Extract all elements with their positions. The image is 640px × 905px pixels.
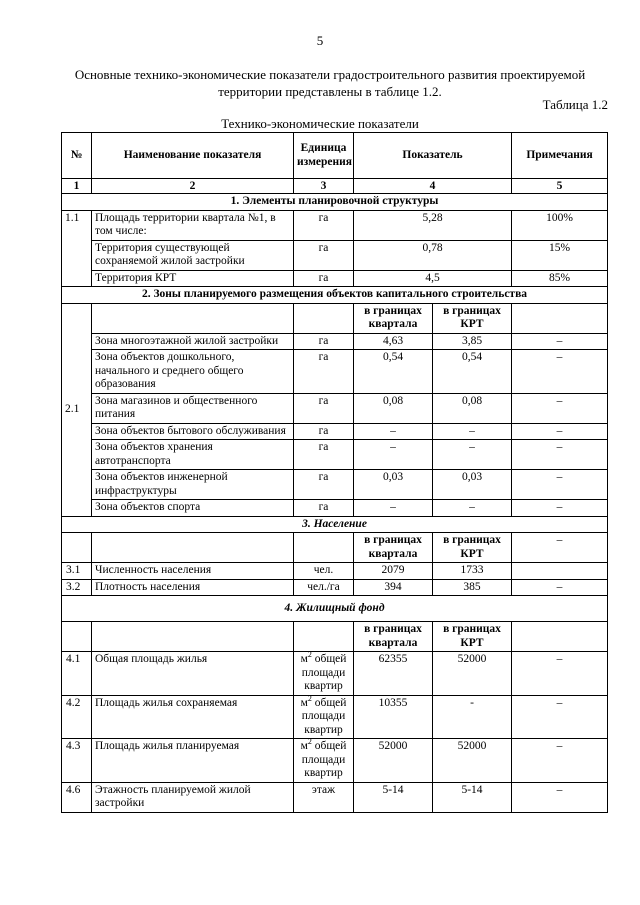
row-unit: га	[294, 440, 354, 470]
row-value-krt: –	[433, 423, 512, 440]
header-notes: Примечания	[512, 133, 608, 179]
row-unit: га	[294, 333, 354, 350]
section-2-title: 2. Зоны планируемого размещения объектов капитального строительства	[62, 287, 608, 304]
table-row	[62, 270, 608, 287]
table-label: Таблица 1.2	[542, 97, 608, 112]
row-value-kvartal: –	[354, 500, 433, 517]
unit-m: м	[300, 740, 308, 752]
header-name: Наименование показателя	[92, 133, 294, 179]
empty-cell	[294, 622, 354, 652]
table-row	[62, 350, 608, 394]
row-value-kvartal: 4,63	[354, 333, 433, 350]
empty-cell	[92, 303, 294, 333]
section-heading	[62, 516, 608, 533]
row-unit: чел./га	[294, 579, 354, 596]
empty-cell	[512, 622, 608, 652]
indicators-table	[61, 132, 608, 813]
row-value-kvartal: 62355	[354, 652, 433, 696]
row-note: –	[512, 423, 608, 440]
row-name: Зона многоэтажной жилой застройки	[92, 333, 294, 350]
row-note: –	[512, 579, 608, 596]
sub-header-row	[62, 622, 608, 652]
intro-paragraph: Основные технико-экономические показатели градостроительного развития проектируемой территории представлены в таблице 1.2.	[74, 67, 586, 99]
table-row	[62, 500, 608, 517]
empty-cell	[512, 303, 608, 333]
row-num: 2.1	[62, 303, 92, 516]
header-value: Показатель	[354, 133, 512, 179]
row-value-krt: 385	[433, 579, 512, 596]
header-num: №	[62, 133, 92, 179]
col-number: 3	[294, 179, 354, 194]
row-unit	[294, 739, 354, 783]
row-name: Зона объектов спорта	[92, 500, 294, 517]
row-name: Территория существующей сохраняемой жилой застройки	[92, 240, 294, 270]
row-num: 1.1	[62, 210, 92, 287]
table-row	[62, 333, 608, 350]
section-1-title: 1. Элементы планировочной структуры	[62, 194, 608, 211]
row-name: Площадь жилья сохраняемая	[92, 695, 294, 739]
row-value-kvartal: 10355	[354, 695, 433, 739]
row-name: Зона магазинов и общественного питания	[92, 393, 294, 423]
row-name: Зона объектов инженерной инфраструктуры	[92, 470, 294, 500]
row-note: –	[512, 470, 608, 500]
row-value: 0,78	[354, 240, 512, 270]
row-value-krt: 3,85	[433, 333, 512, 350]
row-value-kvartal: –	[354, 440, 433, 470]
row-value-krt: 1733	[433, 563, 512, 580]
row-note: 85%	[512, 270, 608, 287]
sub-header-row	[62, 303, 608, 333]
row-name: Плотность населения	[92, 579, 294, 596]
row-value-kvartal: –	[354, 423, 433, 440]
row-unit: этаж	[294, 782, 354, 812]
unit-sup: 2	[307, 650, 312, 660]
row-unit	[294, 652, 354, 696]
row-name: Территория КРТ	[92, 270, 294, 287]
row-unit: га	[294, 210, 354, 240]
row-value-kvartal: 0,54	[354, 350, 433, 394]
row-value-krt: 0,03	[433, 470, 512, 500]
empty-cell	[62, 622, 92, 652]
unit-rest: общей площади квартир	[301, 653, 347, 692]
unit-rest: общей площади квартир	[301, 696, 347, 736]
section-heading	[62, 287, 608, 304]
row-note: –	[512, 393, 608, 423]
row-note: 15%	[512, 240, 608, 270]
col-number: 4	[354, 179, 512, 194]
row-unit: га	[294, 500, 354, 517]
table-header-row	[62, 133, 608, 179]
row-value-krt: –	[433, 440, 512, 470]
sub-header-krt: в границах КРТ	[433, 533, 512, 563]
row-value-krt: -	[433, 695, 512, 739]
table-row	[62, 210, 608, 240]
row-unit	[294, 695, 354, 739]
row-num: 4.1	[62, 652, 92, 696]
row-num: 4.2	[62, 695, 92, 739]
row-value-krt: 0,54	[433, 350, 512, 394]
sub-header-krt: в границах КРТ	[433, 303, 512, 333]
row-value-krt: –	[433, 500, 512, 517]
row-unit: га	[294, 240, 354, 270]
row-num: 4.3	[62, 739, 92, 783]
row-note	[512, 563, 608, 580]
row-note: –	[512, 500, 608, 517]
table-title: Технико-экономические показатели	[221, 116, 419, 131]
table-row	[62, 563, 608, 580]
table-row	[62, 240, 608, 270]
row-note: –	[512, 695, 608, 739]
row-note: –	[512, 782, 608, 812]
row-note: –	[512, 533, 608, 563]
empty-cell	[92, 622, 294, 652]
col-number: 1	[62, 179, 92, 194]
table-row	[62, 393, 608, 423]
row-note: –	[512, 333, 608, 350]
row-value-krt: 0,08	[433, 393, 512, 423]
table-row	[62, 652, 608, 696]
row-value: 4,5	[354, 270, 512, 287]
unit-sup: 2	[307, 737, 312, 747]
row-unit: га	[294, 423, 354, 440]
row-value-kvartal: 394	[354, 579, 433, 596]
row-note: –	[512, 440, 608, 470]
empty-cell	[62, 533, 92, 563]
row-name: Общая площадь жилья	[92, 652, 294, 696]
row-num: 4.6	[62, 782, 92, 812]
table-row	[62, 440, 608, 470]
table-row	[62, 579, 608, 596]
page-number: 5	[316, 33, 324, 48]
row-value-kvartal: 52000	[354, 739, 433, 783]
row-value-kvartal: 5-14	[354, 782, 433, 812]
row-value-krt: 52000	[433, 739, 512, 783]
row-note: –	[512, 350, 608, 394]
row-value-krt: 5-14	[433, 782, 512, 812]
col-number: 5	[512, 179, 608, 194]
table-row	[62, 782, 608, 812]
row-value-krt: 52000	[433, 652, 512, 696]
row-name: Зона объектов хранения автотранспорта	[92, 440, 294, 470]
sub-header-krt: в границах КРТ	[433, 622, 512, 652]
unit-sup: 2	[307, 693, 312, 703]
row-unit: га	[294, 350, 354, 394]
col-number: 2	[92, 179, 294, 194]
row-value-kvartal: 0,08	[354, 393, 433, 423]
table-row	[62, 739, 608, 783]
row-note: –	[512, 739, 608, 783]
empty-cell	[294, 533, 354, 563]
unit-rest: общей площади квартир	[301, 740, 347, 779]
row-unit: га	[294, 470, 354, 500]
sub-header-kvartal: в границах квартала	[354, 622, 433, 652]
row-unit: чел.	[294, 563, 354, 580]
sub-header-kvartal: в границах квартала	[354, 533, 433, 563]
section-3-title: 3. Население	[62, 516, 608, 533]
unit-m: м	[300, 653, 308, 665]
empty-cell	[92, 533, 294, 563]
section-4-title: 4. Жилищный фонд	[62, 596, 608, 622]
row-unit: га	[294, 270, 354, 287]
row-name: Площадь территории квартала №1, в том числе:	[92, 210, 294, 240]
row-num: 3.2	[62, 579, 92, 596]
column-number-row	[62, 179, 608, 194]
section-heading	[62, 194, 608, 211]
row-value-kvartal: 2079	[354, 563, 433, 580]
empty-cell	[294, 303, 354, 333]
row-unit: га	[294, 393, 354, 423]
row-name: Численность населения	[92, 563, 294, 580]
header-unit: Единица измерения	[294, 133, 354, 179]
row-note: –	[512, 652, 608, 696]
sub-header-kvartal: в границах квартала	[354, 303, 433, 333]
section-heading	[62, 596, 608, 622]
row-name: Зона объектов бытового обслуживания	[92, 423, 294, 440]
table-row	[62, 470, 608, 500]
row-name: Площадь жилья планируемая	[92, 739, 294, 783]
row-value-kvartal: 0,03	[354, 470, 433, 500]
row-num: 3.1	[62, 563, 92, 580]
row-value: 5,28	[354, 210, 512, 240]
table-row	[62, 423, 608, 440]
sub-header-row	[62, 533, 608, 563]
row-note: 100%	[512, 210, 608, 240]
unit-m: м	[300, 696, 308, 709]
row-name: Этажность планируемой жилой застройки	[92, 782, 294, 812]
table-row	[62, 695, 608, 739]
row-name: Зона объектов дошкольного, начального и среднего общего образования	[92, 350, 294, 394]
